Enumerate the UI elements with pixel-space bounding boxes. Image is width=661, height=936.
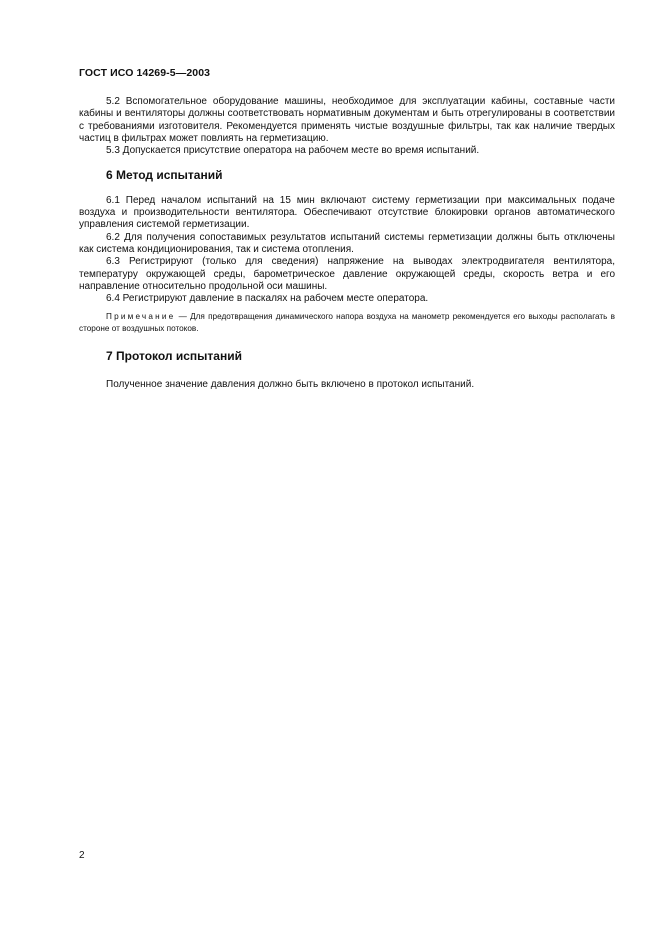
paragraph-6-3: 6.3 Регистрируют (только для сведения) напряжение на выводах электродвигателя вентилятора, температуру окружающей среды, барометрическое давление окружающей среды, скорость ветра и его направление относительно продольной оси машины. xyxy=(79,256,615,292)
page-number: 2 xyxy=(79,850,85,861)
section-heading-6: 6 Метод испытаний xyxy=(106,168,223,183)
paragraph-5-3: 5.3 Допускается присутствие оператора на рабочем месте во время испытаний. xyxy=(106,145,480,157)
note xyxy=(79,311,615,335)
document-body xyxy=(79,96,615,391)
paragraph-6-4: 6.4 Регистрируют давление в паскалях на рабочем месте оператора. xyxy=(106,293,429,305)
paragraph-6-2: 6.2 Для получения сопоставимых результатов испытаний системы герметизации должны быть отключены как система кондиционирования, так и система отопления. xyxy=(79,231,615,255)
document-header: ГОСТ ИСО 14269-5—2003 xyxy=(79,67,211,79)
paragraph-7: Полученное значение давления должно быть включено в протокол испытаний. xyxy=(106,378,475,390)
note-text: — Для предотвращения динамического напора воздуха на манометр рекомендуется его выходы располагать в стороне от воздушных потоков. xyxy=(79,312,615,334)
paragraph-5-2: 5.2 Вспомогательное оборудование машины, необходимое для эксплуатации кабины, составные части кабины и вентиляторы должны соответствовать нормативным документам и быть отрегулированы в соответствии с требованиями изготовителя. Рекомендуется применять чистые воздушные фильтры, так как наличие твердых частиц в фильтрах может повлиять на герметизацию. xyxy=(79,96,615,144)
section-heading-7: 7 Протокол испытаний xyxy=(106,349,242,364)
paragraph-6-1: 6.1 Перед началом испытаний на 15 мин включают систему герметизации при максимальных подаче воздуха и производительности вентилятора. Обеспечивают отсутствие блокировки органов автоматического управления системой герметизации. xyxy=(79,194,615,231)
note-label: Примечание xyxy=(106,312,176,322)
